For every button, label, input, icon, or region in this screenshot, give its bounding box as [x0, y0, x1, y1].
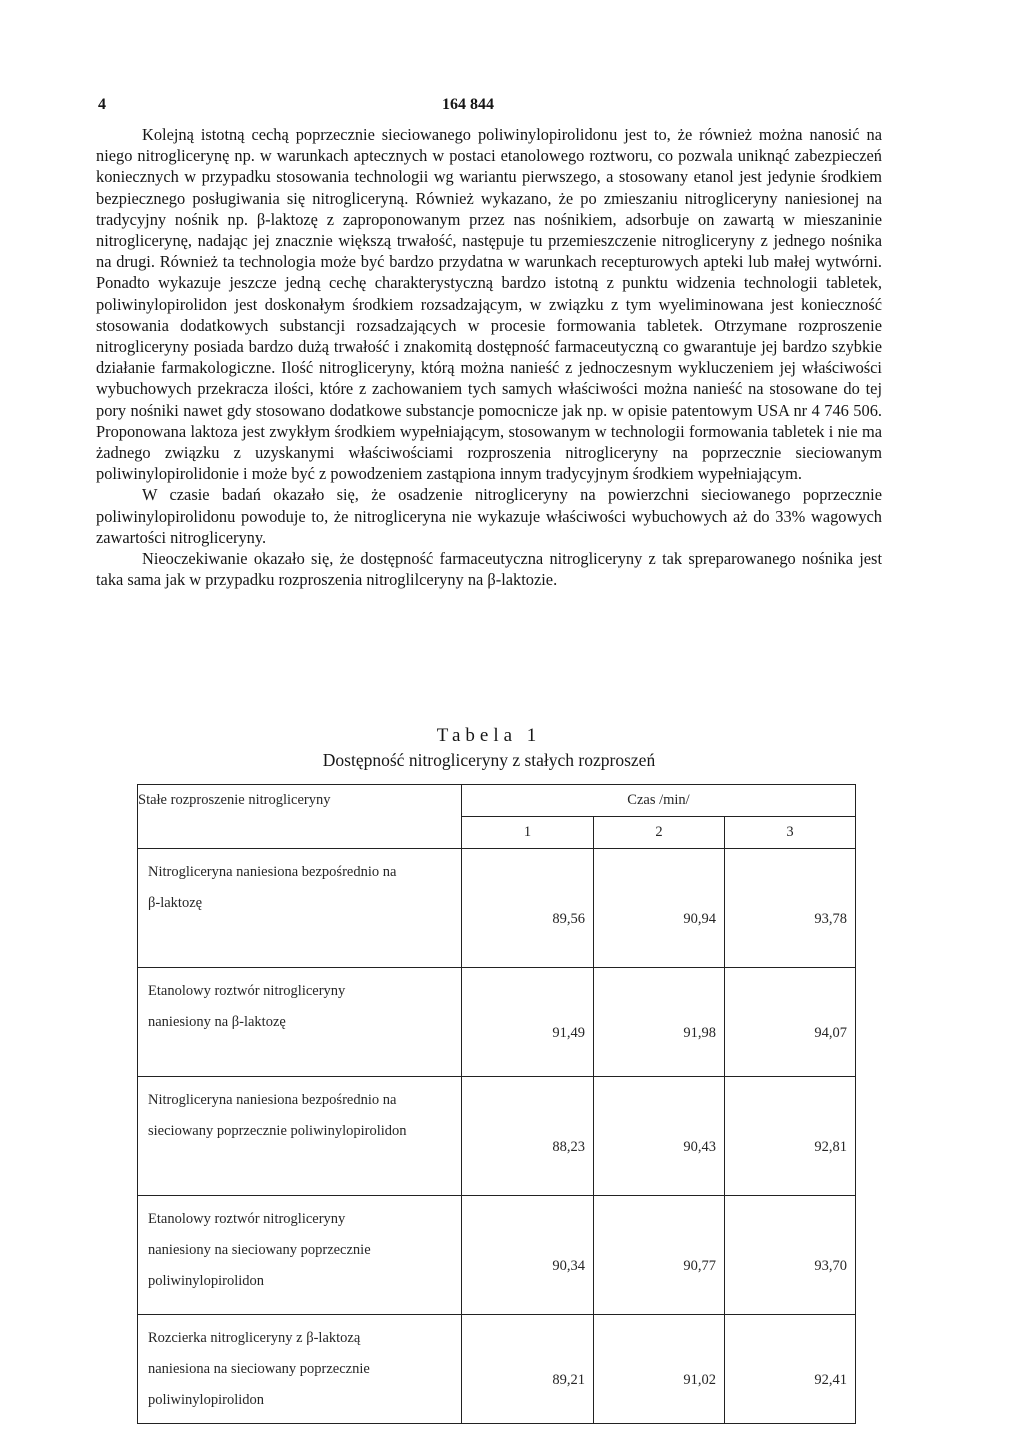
page-number: 4: [98, 96, 106, 113]
row-description-line: poliwinylopirolidon: [148, 1392, 264, 1408]
table-cell: 94,07: [725, 968, 856, 1077]
row-description-line: Nitrogliceryna naniesiona bezpośrednio na: [148, 1092, 397, 1108]
row-description-line: naniesiony na sieciowany poprzecznie: [148, 1242, 371, 1258]
table-row: [138, 968, 856, 1077]
table-row: [138, 1196, 856, 1315]
row-description-line: Nitrogliceryna naniesiona bezpośrednio na: [148, 864, 397, 880]
page-header: [98, 96, 884, 120]
row-description-line: Rozcierka nitrogliceryny z β-laktozą: [148, 1330, 361, 1346]
table-cell: 92,81: [725, 1077, 856, 1196]
column-header: 1: [462, 817, 594, 849]
body-text: [96, 124, 882, 590]
table-cell: 90,43: [594, 1077, 725, 1196]
table-cell: 91,49: [462, 968, 594, 1077]
paragraph: W czasie badań okazało się, że osadzenie nitrogliceryny na powierzchni sieciowanego poprzecznie poliwinylopirolidonu powoduje to, że nitrogliceryna nie wykazuje właściwości wybuchowych aż do 33% wagowych zawartości nitrogliceryny.: [96, 485, 882, 547]
table-row: [138, 1077, 856, 1196]
row-description: [138, 1077, 462, 1196]
results-table: [137, 784, 856, 1424]
row-description-line: poliwinylopirolidon: [148, 1273, 264, 1289]
row-description: [138, 849, 462, 968]
patent-number: 164 844: [442, 96, 494, 113]
table-cell: 92,41: [725, 1315, 856, 1424]
table-cell: 90,77: [594, 1196, 725, 1315]
table-title: Dostępność nitrogliceryny z stałych rozproszeń: [322, 750, 656, 770]
row-description: [138, 1196, 462, 1315]
table-cell: 90,94: [594, 849, 725, 968]
table-cell: 89,21: [462, 1315, 594, 1424]
column-header: 2: [594, 817, 725, 849]
table-cell: 89,56: [462, 849, 594, 968]
row-description-line: sieciowany poprzecznie poliwinylopirolidon: [148, 1123, 407, 1139]
header-time: Czas /min/: [462, 785, 856, 817]
table-cell: 91,98: [594, 968, 725, 1077]
table-cell: 93,78: [725, 849, 856, 968]
paragraph: Nieoczekiwanie okazało się, że dostępność farmaceutyczna nitrogliceryny z tak spreparowanego nośnika jest taka sama jak w przypadku rozproszenia nitroglilceryny na β-laktozie.: [96, 549, 882, 590]
table-label: Tabela 1: [436, 725, 542, 746]
table-row: [138, 849, 856, 968]
table-caption: [96, 724, 882, 772]
table-cell: 88,23: [462, 1077, 594, 1196]
column-header: 3: [725, 817, 856, 849]
header-description: Stałe rozproszenie nitrogliceryny: [138, 785, 462, 849]
row-description-line: Etanolowy roztwór nitrogliceryny: [148, 983, 346, 999]
table-cell: 90,34: [462, 1196, 594, 1315]
row-description-line: naniesiony na β-laktozę: [148, 1014, 286, 1030]
row-description: [138, 1315, 462, 1424]
table-row: [138, 1315, 856, 1424]
table-cell: 93,70: [725, 1196, 856, 1315]
row-description-line: naniesiona na sieciowany poprzecznie: [148, 1361, 370, 1377]
row-description-line: β-laktozę: [148, 895, 203, 911]
table-cell: 91,02: [594, 1315, 725, 1424]
paragraph: Kolejną istotną cechą poprzecznie sieciowanego poliwinylopirolidonu jest to, że również można nanosić na niego nitroglicerynę np. w warunkach aptecznych w postaci etanolowego roztworu, co pozwala uniknąć zabezpieczeń koniecznych w przypadku stosowania technologii wg wariantu pierwszego, a stosowany etanol jest jedynie środkiem bezpiecznego posługiwania się nitrogliceryną. Również wykazano, że po zmieszaniu nitrogliceryny naniesionej na tradycyjny nośnik np. β-laktozę z zaproponowanym przez nas nośnikiem, adsorbuje on zawartą w mieszaninie nitroglicerynę, nadając jej znacznie większą trwałość, następuje tu przemieszczenie nitrogliceryny z jednego nośnika na drugi. Również ta technologia może być bardzo przydatna w warunkach recepturowych apteki lub małej wytwórni. Ponadto wykazuje jeszcze jedną cechę charakterystyczną bardzo istotną z punktu widzenia technologii tabletek, poliwinylopirolidon jest doskonałym środkiem rozsadzającym, w związku z tym wyeliminowana jest konieczność stosowania dodatkowych substancji rozsadzających w procesie formowania tabletek. Otrzymane rozproszenie nitrogliceryny posiada bardzo dużą trwałość i znakomitą dostępność farmaceutyczną co gwarantuje jej bardzo szybkie działanie farmakologiczne. Ilość nitrogliceryny, którą można nanieść z jednoczesnym wykluczeniem jej właściwości wybuchowych przekracza ilości, które z zachowaniem tych samych właściwości można nanieść na stosowane do tej pory nośniki nawet gdy stosowano dodatkowe substancje pomocnicze jak np. w opisie patentowym USA nr 4 746 506. Proponowana laktoza jest zwykłym środkiem wypełniającym, stosowanym w technologii formowania tabletek i nie ma żadnego związku z uzyskanymi właściwościami rozproszenia nitrogliceryny na poprzecznie sieciowanym poliwinylopirolidonie i może być z powodzeniem zastąpiona innym tradycyjnym środkiem wypełniającym.: [96, 125, 882, 484]
row-description: [138, 968, 462, 1077]
row-description-line: Etanolowy roztwór nitrogliceryny: [148, 1211, 346, 1227]
